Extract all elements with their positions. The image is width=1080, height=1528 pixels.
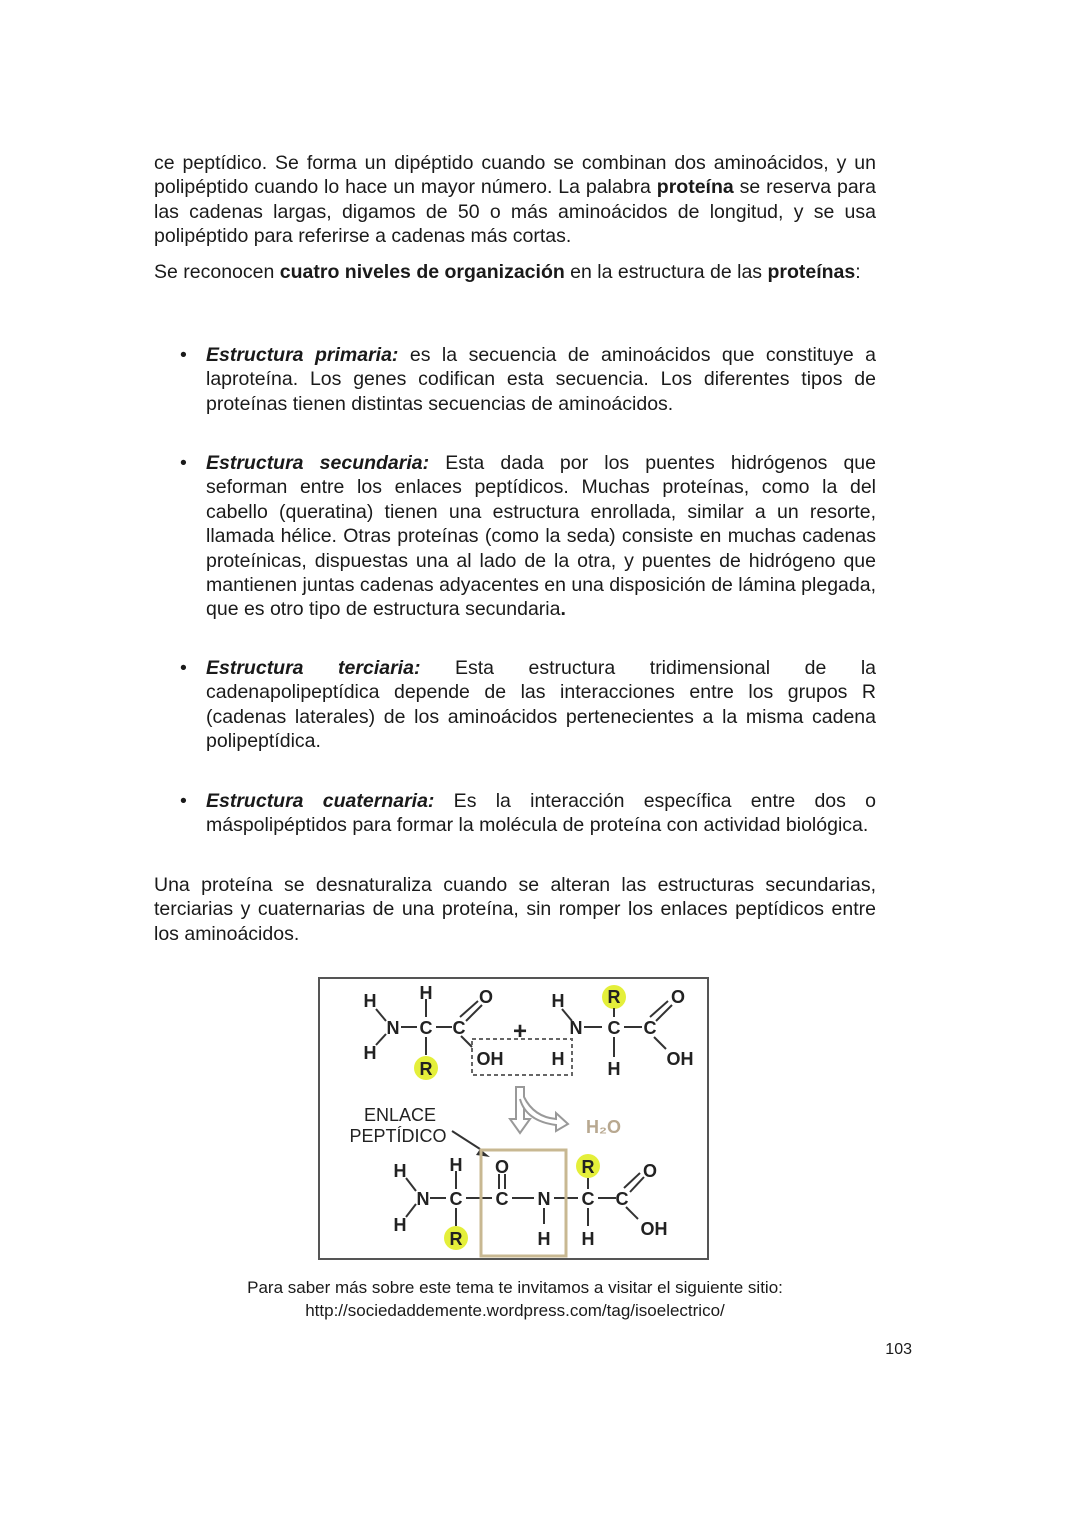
atom-c: C xyxy=(452,1018,466,1038)
bullet-body: es la secuencia de aminoácidos que constituye a laproteína. Los genes codifican esta secuencia. Los diferentes tipos de proteínas tienen distintas secuencias de aminoácidos. xyxy=(206,344,876,415)
atom-h: H xyxy=(537,1229,551,1249)
bullet-body: Esta estructura tridimensional de la cadenapolipeptídica depende de las interacciones entre los grupos R (cadenas laterales) de los aminoácidos pertenecientes a la misma cadena polipeptídica. xyxy=(206,657,877,753)
atom-n: N xyxy=(416,1189,430,1209)
atom-h: H xyxy=(393,1215,407,1235)
atom-oh: OH xyxy=(666,1049,694,1069)
bullet-icon: • xyxy=(180,344,187,366)
peptidico-label: PEPTÍDICO xyxy=(349,1126,447,1146)
reaction-arrow-icon xyxy=(510,1087,568,1133)
atom-r: R xyxy=(607,987,621,1007)
text-run: en la estructura de las xyxy=(564,261,768,283)
atom-h: H xyxy=(363,1043,377,1063)
bullet-term: Estructura secundaria: xyxy=(206,452,430,474)
peptide-bond-box xyxy=(481,1150,566,1256)
atom-o: O xyxy=(494,1157,510,1177)
atom-h: H xyxy=(607,1059,621,1079)
text-run: se reserva para las cadenas largas, digamos de 50 o más aminoácidos de longitud, y se usa polipéptido para referirse a cadenas más cortas. xyxy=(154,176,877,248)
bullet-term: Estructura cuaternaria: xyxy=(206,790,435,812)
bullet-end-mark: . xyxy=(560,598,566,621)
bold-term-niveles: cuatro niveles de organización xyxy=(279,261,565,283)
atom-h: H xyxy=(581,1229,595,1249)
page-number: 103 xyxy=(885,1341,912,1358)
bullet-term: Estructura terciaria: xyxy=(206,657,421,679)
bold-term-proteina: proteína xyxy=(656,176,734,199)
caption-line1: Para saber más sobre este tema te invitamos a visitar el siguiente sitio: xyxy=(247,1278,783,1297)
atom-c: C xyxy=(449,1189,463,1209)
atom-oh: OH xyxy=(640,1219,668,1239)
bullet-body: Esta dada por los puentes hidrógenos que seforman entre los enlaces peptídicos. Muchas proteínas, como la del cabello (queratina) tienen una estructura enrollada, similar a un resorte, llamada hélice. Otras proteínas (como la seda) consiste en muchas cadenas proteínicas, dispuestas una al lado de la otra, y puentes de hidrógeno que mantienen juntas cadenas adyacentes en una disposición de lámina plegada, que es otro tipo de estructura secundaria xyxy=(206,452,876,621)
atom-c: C xyxy=(643,1018,657,1038)
bullet-text xyxy=(206,656,876,754)
bullet-text xyxy=(206,789,876,838)
atom-n: N xyxy=(386,1018,400,1038)
bullet-text xyxy=(206,343,876,416)
atom-oh: OH xyxy=(476,1049,504,1069)
atom-h: H xyxy=(419,983,433,1003)
atom-h: H xyxy=(551,1049,565,1069)
atom-r: R xyxy=(419,1059,433,1079)
intro-paragraph xyxy=(154,151,876,249)
text-run: ce peptídico. Se forma un dipéptido cuando se combinan dos aminoácidos, y un polipéptido cuando lo hace un mayor número. La palabra xyxy=(154,152,876,199)
bullet-icon: • xyxy=(180,657,187,679)
plus-sign: + xyxy=(512,1018,528,1045)
atom-c: C xyxy=(607,1018,621,1038)
atom-h: H xyxy=(449,1155,463,1175)
atom-c: C xyxy=(615,1189,629,1209)
denaturation-paragraph: Una proteína se desnaturaliza cuando se alteran las estructuras secundarias, terciarias y cuaternarias de una proteína, sin romper los enlaces peptídicos entre los aminoácidos. xyxy=(154,874,876,945)
peptide-bond-diagram xyxy=(320,979,707,1258)
water-label: H₂O xyxy=(586,1117,621,1137)
atom-r: R xyxy=(581,1157,595,1177)
atom-n: N xyxy=(537,1189,551,1209)
atom-r: R xyxy=(449,1229,463,1249)
atom-h: H xyxy=(393,1161,407,1181)
atom-o: O xyxy=(670,987,686,1007)
levels-paragraph xyxy=(154,260,876,284)
atom-c: C xyxy=(419,1018,433,1038)
bold-term-proteinas: proteínas xyxy=(767,261,856,283)
atom-o: O xyxy=(478,987,494,1007)
bullet-icon: • xyxy=(180,790,187,812)
atom-h: H xyxy=(363,991,377,1011)
atom-h: H xyxy=(551,991,565,1011)
bullet-term: Estructura primaria: xyxy=(206,344,399,366)
caption-link[interactable]: http://sociedaddemente.wordpress.com/tag/isoelectrico/ xyxy=(305,1301,725,1320)
bullet-text xyxy=(206,451,876,622)
text-run: Se reconocen xyxy=(154,261,280,283)
peptide-bond-figure xyxy=(318,977,709,1260)
atom-c: C xyxy=(581,1189,595,1209)
bullet-icon: • xyxy=(180,452,187,474)
bullet-body: Es la interacción específica entre dos o máspolipéptidos para formar la molécula de proteína con actividad biológica. xyxy=(206,790,877,837)
text-run: : xyxy=(855,261,861,283)
atom-o: O xyxy=(642,1161,658,1181)
enlace-label: ENLACE xyxy=(363,1105,437,1125)
atom-c: C xyxy=(495,1189,509,1209)
atom-n: N xyxy=(569,1018,583,1038)
